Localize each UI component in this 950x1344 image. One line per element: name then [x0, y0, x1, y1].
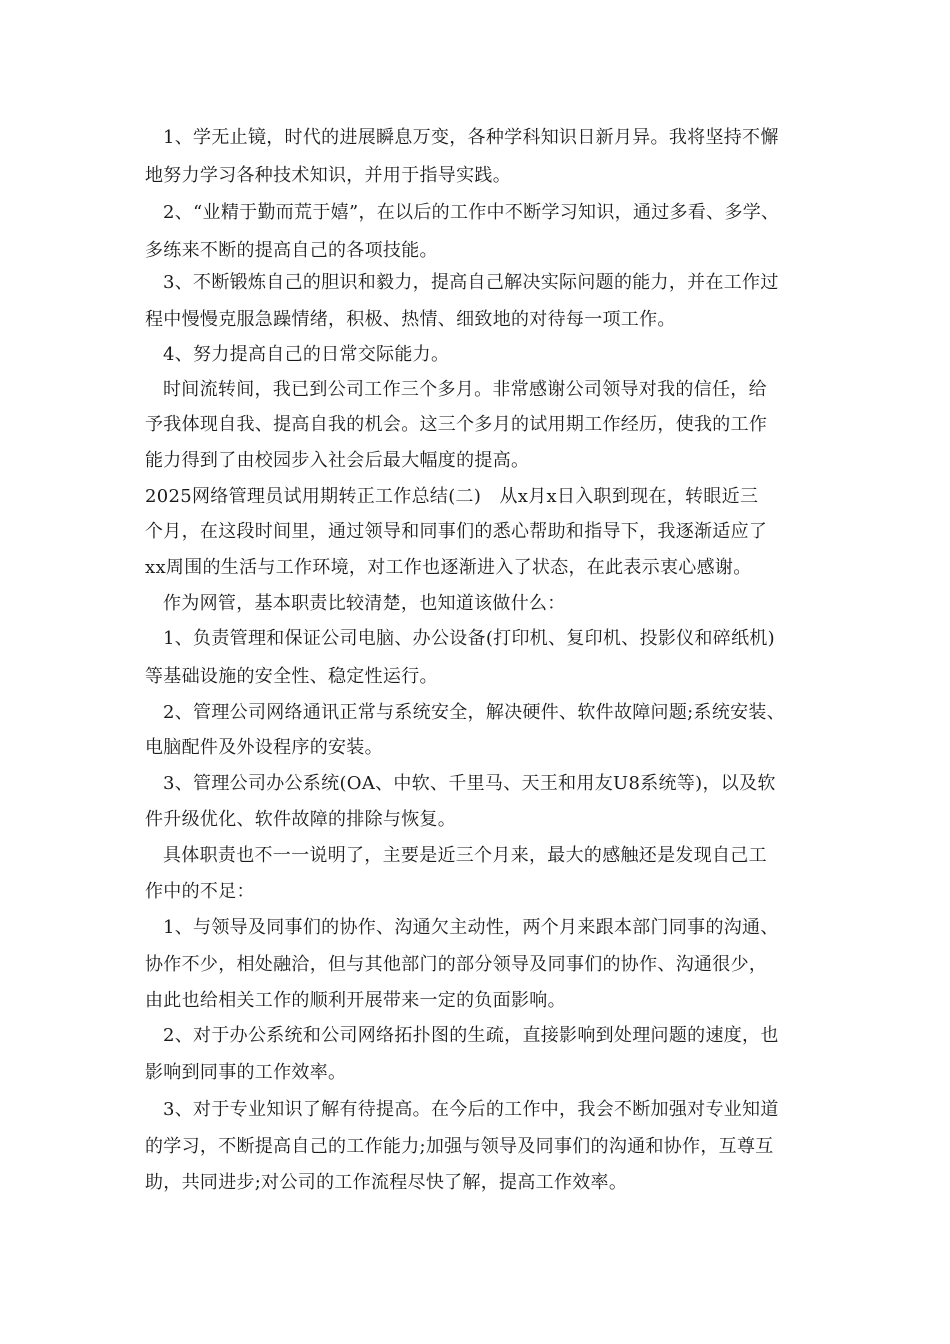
text-line: 等基础设施的安全性、稳定性运行。	[145, 666, 438, 687]
text-line: 3、管理公司办公系统(OA、中软、千里马、天王和用友U8系统等)，以及软	[163, 773, 776, 794]
text-line: 件升级优化、软件故障的排除与恢复。	[145, 809, 457, 830]
text-line: 多练来不断的提高自己的各项技能。	[145, 240, 438, 261]
text-line: xx周围的生活与工作环境，对工作也逐渐进入了状态，在此表示衷心感谢。	[145, 557, 752, 578]
text-line: 1、负责管理和保证公司电脑、办公设备(打印机、复印机、投影仪和碎纸机)	[163, 628, 775, 649]
text-line: 能力得到了由校园步入社会后最大幅度的提高。	[145, 450, 530, 471]
text-line: 2、对于办公系统和公司网络拓扑图的生疏，直接影响到处理问题的速度，也	[163, 1025, 779, 1046]
text-line: 4、努力提高自己的日常交际能力。	[163, 344, 450, 365]
text-line: 助，共同进步;对公司的工作流程尽快了解，提高工作效率。	[145, 1172, 628, 1193]
text-line: 时间流转间，我已到公司工作三个多月。非常感谢公司领导对我的信任，给	[163, 379, 767, 400]
text-line: 3、不断锻炼自己的胆识和毅力，提高自己解决实际问题的能力，并在工作过	[163, 272, 779, 293]
text-line: 由此也给相关工作的顺利开展带来一定的负面影响。	[145, 990, 566, 1011]
text-line: 1、与领导及同事们的协作、沟通欠主动性，两个月来跟本部门同事的沟通、	[163, 917, 779, 938]
text-line: 地努力学习各种技术知识，并用于指导实践。	[145, 165, 511, 186]
text-line: 协作不少，相处融洽，但与其他部门的部分领导及同事们的协作、沟通很少，	[145, 954, 768, 975]
text-line: 影响到同事的工作效率。	[145, 1062, 347, 1083]
text-line: 具体职责也不一一说明了，主要是近三个月来，最大的感触还是发现自己工	[163, 845, 767, 866]
text-line: 2025网络管理员试用期转正工作总结(二) 从x月x日入职到现在，转眼近三	[145, 486, 759, 507]
text-line: 的学习，不断提高自己的工作能力;加强与领导及同事们的沟通和协作，互尊互	[145, 1136, 774, 1157]
text-line: 1、学无止镜，时代的进展瞬息万变，各种学科知识日新月异。我将坚持不懈	[163, 127, 779, 148]
text-line: 2、“业精于勤而荒于嬉”，在以后的工作中不断学习知识，通过多看、多学、	[163, 202, 780, 223]
text-line: 个月，在这段时间里，通过领导和同事们的悉心帮助和指导下，我逐渐适应了	[145, 521, 768, 542]
text-line: 作为网管，基本职责比较清楚，也知道该做什么：	[163, 593, 566, 614]
text-line: 3、对于专业知识了解有待提高。在今后的工作中，我会不断加强对专业知道	[163, 1099, 779, 1120]
text-line: 2、管理公司网络通讯正常与系统安全，解决硬件、软件故障问题;系统安装、	[163, 702, 786, 723]
text-line: 程中慢慢克服急躁情绪，积极、热情、细致地的对待每一项工作。	[145, 309, 676, 330]
text-line: 电脑配件及外设程序的安装。	[145, 737, 383, 758]
text-line: 予我体现自我、提高自我的机会。这三个多月的试用期工作经历，使我的工作	[145, 414, 768, 435]
text-line: 作中的不足：	[145, 881, 255, 902]
